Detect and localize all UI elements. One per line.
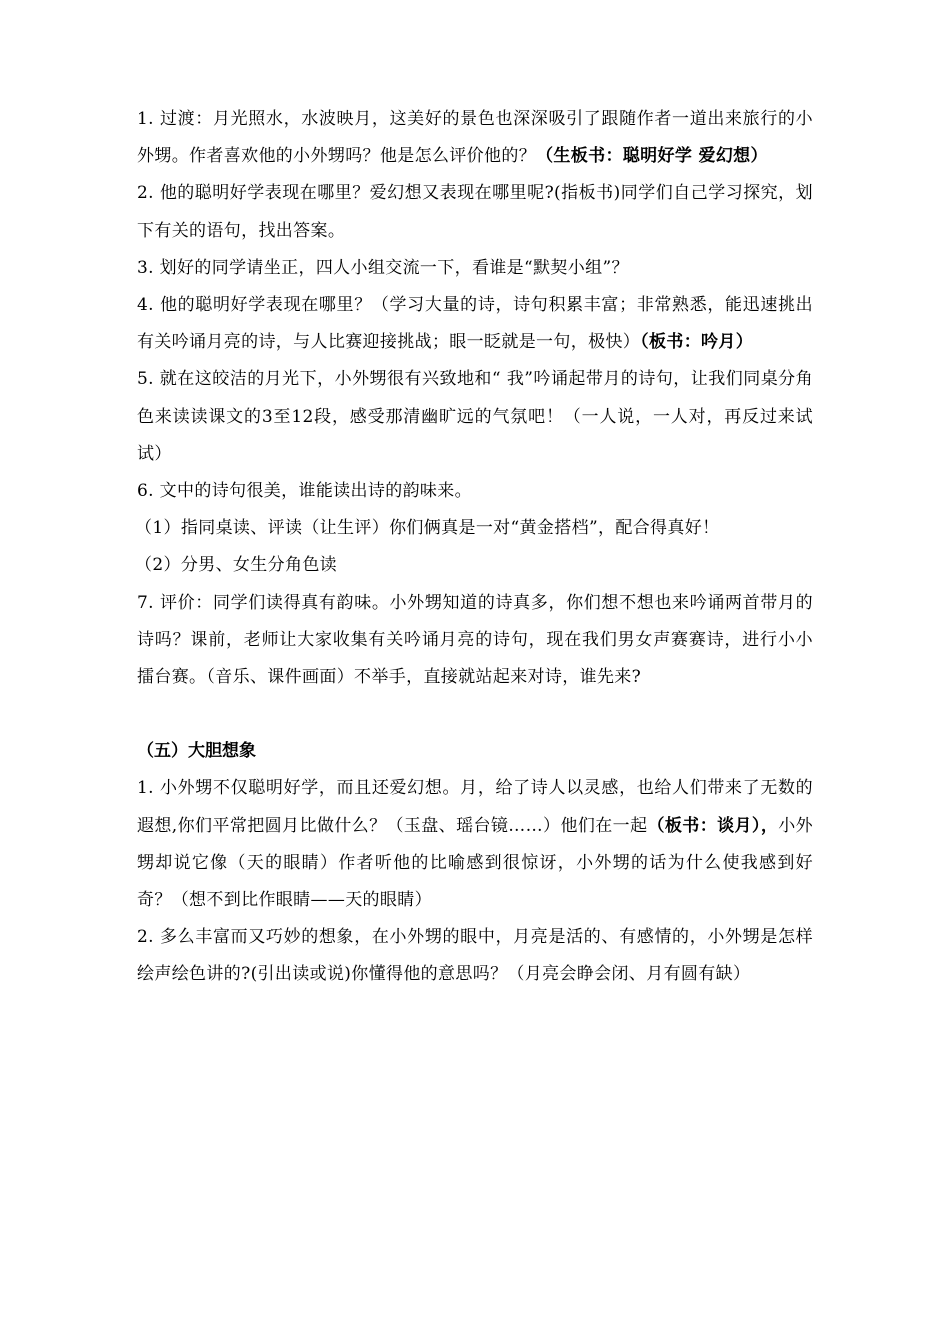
document-body <box>137 101 813 994</box>
section-five-paragraph-1-text-after: 小外甥却说它像（天的眼睛）作者听他的比喻感到很惊讶，小外甥的话为什么使我感到好奇？（想不到比作眼睛——天的眼睛） <box>137 815 814 911</box>
paragraph-1-board-note: （生板书：聪明好学 爱幻想） <box>536 146 768 167</box>
section-five-paragraph-1-text-before: 1. 小外甥不仅聪明好学，而且还爱幻想。月，给了诗人以灵感，也给人们带来了无数的遐想,你们平常把圆月比做什么？（玉盘、瑶台镜……）他们在一起 <box>137 778 813 836</box>
paragraph-1 <box>137 101 813 175</box>
paragraph-6-item-2: （2）分男、女生分角色读 <box>135 555 338 576</box>
section-five-paragraph-1 <box>137 770 813 919</box>
section-five-paragraph-2: 2. 多么丰富而又巧妙的想象，在小外甥的眼中，月亮是活的、有感情的，小外甥是怎样绘声绘色讲的?(引出读或说)你懂得他的意思吗？（月亮会睁会闭、月有圆有缺） <box>137 927 813 985</box>
paragraph-3: 3. 划好的同学请坐正，四人小组交流一下，看谁是“默契小组”？ <box>137 257 629 278</box>
paragraph-4-board-note: （板书：吟月） <box>640 332 754 353</box>
paragraph-6-item-1: （1）指同桌读、评读（让生评）你们俩真是一对“黄金搭档”，配合得真好！ <box>135 518 720 539</box>
paragraph-6: 6. 文中的诗句很美，谁能读出诗的韵味来。 <box>137 481 472 502</box>
section-gap <box>137 696 813 733</box>
paragraph-4 <box>137 287 813 361</box>
paragraph-4-text: 4. 他的聪明好学表现在哪里？（学习大量的诗，诗句积累丰富；非常熟悉，能迅速挑出有关吟诵月亮的诗，与人比赛迎接挑战；眼一眨就是一句，极快） <box>137 295 813 353</box>
paragraph-5: 5. 就在这皎洁的月光下，小外甥很有兴致地和“ 我”吟诵起带月的诗句，让我们同桌分角色来读读课文的3至12段，感受那清幽旷远的气氛吧！（一人说，一人对，再反过来试试） <box>137 369 813 464</box>
paragraph-7: 7. 评价：同学们读得真有韵味。小外甥知道的诗真多，你们想不想也来吟诵两首带月的诗吗？课前，老师让大家收集有关吟诵月亮的诗句，现在我们男女声赛赛诗，进行小小擂台赛。（音乐、课件画面）不举手，直接就站起来对诗，谁先来? <box>137 592 813 688</box>
paragraph-1-text: 1. 过渡：月光照水，水波映月，这美好的景色也深深吸引了跟随作者一道出来旅行的小外甥。作者喜欢他的小外甥吗？他是怎么评价他的？ <box>137 109 813 167</box>
section-five-paragraph-1-board-note: （板书：谈月）， <box>647 815 779 836</box>
section-five-heading: （五）大胆想象 <box>137 741 256 762</box>
paragraph-2: 2. 他的聪明好学表现在哪里？爱幻想又表现在哪里呢?(指板书)同学们自己学习探究，划下有关的语句，找出答案。 <box>137 183 813 241</box>
